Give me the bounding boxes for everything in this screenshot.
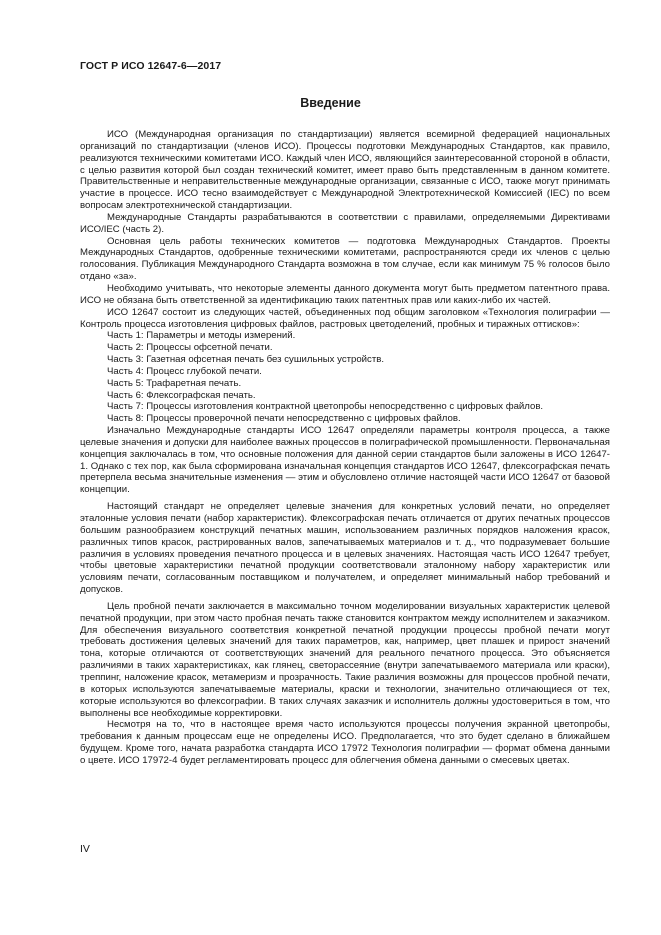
paragraph-initial-concept: Изначально Международные стандарты ИСО 12647 определяли параметры контроля процесса, а также целевые значения и допуски для наиболее важных процессов в полиграфической промышленности. Первоначальная концепция заключалась в том, что основные положения для данной серии стандартов были заложены в ИСО 12647-1. Однако с тех пор, как была сформирована изначальная концепция стандартов ИСО 12647, флексографская печать претерпела весьма значительные изменения — этим и обусловлено отличие настоящей части ИСО 12647 от базовой концепции. — [80, 425, 610, 496]
list-item-part-1: Часть 1: Параметры и методы измерений. — [107, 330, 296, 342]
paragraph-technical-committees: Основная цель работы технических комитетов — подготовка Международных Стандартов. Проекты Международных Стандартов, одобренные техническими комитетами, распространяются среди их членов с целью голосования. Публикация Международного Стандарта возможна в том случае, если как минимум 75 % голосов было отдано «за». — [80, 235, 610, 283]
paragraph-iso-intro: ИСО (Международная организация по стандартизации) является всемирной федерацией национальных организаций по стандартизации (членов ИСО). Процессы подготовки Международных Стандартов, как правило, реализуются техническими комитетами ИСО. Каждый член ИСО, являющийся заинтересованной стороной в области, с целью развития которой был создан технический комитет, имеет право быть представленным в данном комитете. Правительственные и неправительственные международные организации, связанные с ИСО, также могут принимать участие в процессе. ИСО тесно взаимодействует с Международной Электротехнической Комиссией (IEC) по всем вопросам электротехнической стандартизации. — [80, 129, 610, 212]
document-header: ГОСТ Р ИСО 12647-6—2017 — [80, 60, 222, 72]
paragraph-directives: Международные Стандарты разрабатываются в соответствии с правилами, определяемыми Директивами ИСО/IEC (часть 2). — [80, 211, 610, 235]
list-item-part-5: Часть 5: Трафаретная печать. — [107, 377, 242, 389]
paragraph-patents: Необходимо учитывать, что некоторые элементы данного документа могут быть предметом патентного права. ИСО не обязана быть ответственной за идентификацию таких патентных прав или каких-либо их частей. — [80, 282, 610, 306]
list-item-part-4: Часть 4: Процесс глубокой печати. — [107, 365, 262, 377]
section-title: Введение — [300, 96, 361, 110]
list-item-part-7: Часть 7: Процессы изготовления контрактной цветопробы непосредственно с цифровых файлов. — [107, 401, 544, 413]
list-item-part-2: Часть 2: Процессы офсетной печати. — [107, 342, 273, 354]
list-item-part-3: Часть 3: Газетная офсетная печать без сушильных устройств. — [107, 354, 384, 366]
paragraph-reference-conditions: Настоящий стандарт не определяет целевые значения для конкретных условий печати, но определяет эталонные условия печати (набор характеристик). Флексографская печать отличается от других печатных процессов большим разнообразием конструкций печатных машин, использованием различных порядков наложения красок, различных типов красок, растрированных валов, запечатываемых материалов и т. д., что подразумевает большие различия в условиях проведения печатного процесса и в целевых значениях. Настоящая часть ИСО 12647 требует, чтобы цветовые характеристики печатной продукции соответствовали эталонному набору характеристик или условиям печати, согласованным поставщиком и получателем, и определяет минимальный набор требований и допусков. — [80, 501, 610, 596]
page-number: IV — [80, 843, 90, 855]
paragraph-parts-intro: ИСО 12647 состоит из следующих частей, объединенных под общим заголовком «Технология полиграфии — Контроль процесса изготовления цифровых файлов, растровых цветоделений, пробных и тиражных оттисков»: — [80, 306, 610, 330]
list-item-part-6: Часть 6: Флексографская печать. — [107, 389, 256, 401]
list-item-part-8: Часть 8: Процессы проверочной печати непосредственно с цифровых файлов. — [107, 413, 461, 425]
paragraph-soft-proof: Несмотря на то, что в настоящее время часто используются процессы получения экранной цветопробы, требования к данным процессам еще не определены ИСО. Предполагается, что это будет сделано в ближайшем будущем. Кроме того, начата разработка стандарта ИСО 17972 Технология полиграфии — формат обмена данными о цвете. ИСО 17972-4 будет регламентировать процесс для облегчения обмена данными о смесевых цветах. — [80, 719, 610, 766]
paragraph-proof-printing: Цель пробной печати заключается в максимально точном моделировании визуальных характеристик целевой печатной продукции, при этом часто пробная печать также становится контрактом между исполнителем и заказчиком. Для обеспечения визуального соответствия конкретной печатной продукции процессы пробной печати могут требовать достижения целевых значений для таких параметров, как, например, цвет плашек и прирост значений тона, которые отличаются от соответствующих значений для реального печатного процесса. Это объясняется различиями в таких характеристиках, как глянец, светорассеяние (внутри запечатываемого материала или краски), треппинг, наложение красок, метамеризм и прозрачность. Такие различия возможны для процессов пробной печати, в которых используются запечатываемые материалы, краски и технологии, значительно отличающиеся от тех, которые используются во флексографии. В таких случаях заказчик и исполнитель должны удостовериться в том, что выполнены все необходимые корректировки. — [80, 600, 610, 719]
document-body — [80, 129, 610, 767]
